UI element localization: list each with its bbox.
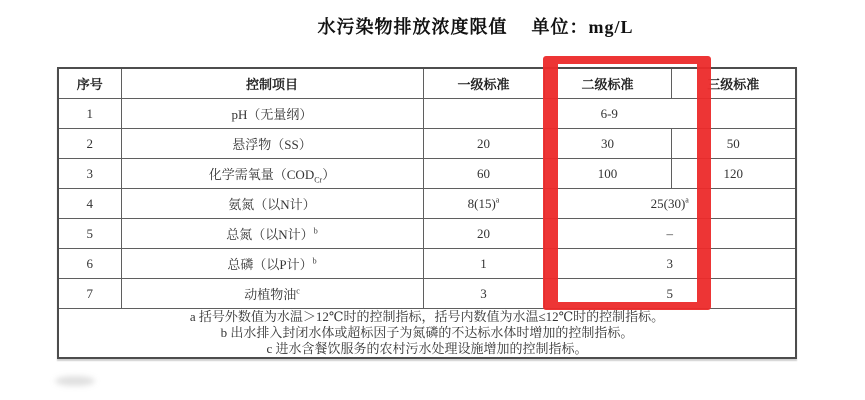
- row-value-all-levels: 6-9: [423, 99, 796, 129]
- table-row: [58, 129, 796, 159]
- table-row: [58, 99, 796, 129]
- row-no: 3: [58, 159, 121, 189]
- footnote-ref-b: b: [313, 226, 318, 236]
- table-row: [58, 249, 796, 279]
- footnote-ref-a: a: [495, 195, 500, 205]
- table-row: [58, 279, 796, 309]
- row-value-level2-3: 25(30)$^a$: [544, 189, 796, 219]
- table-row: [58, 189, 796, 219]
- footnote-c: c 进水含餐饮服务的农村污水处理设施增加的控制指标。: [266, 341, 588, 356]
- row-value-level1: 8(15)$^a$: [423, 189, 544, 219]
- row-value-level2: 30: [544, 129, 671, 159]
- row-no: 2: [58, 129, 121, 159]
- row-item: 化学需氧量$(COD_{Cr})$: [121, 159, 423, 189]
- header-cell-level1: 一级标准: [423, 68, 544, 99]
- page-title: [0, 13, 865, 39]
- row-no: 1: [58, 99, 121, 129]
- header-cell-level2: 二级标准: [544, 68, 671, 99]
- header-cell-item: 控制项目: [121, 68, 423, 99]
- row-value-level1: 60: [423, 159, 544, 189]
- title-text: 水污染物排放浓度限值: [317, 17, 508, 37]
- row-value-level1: 20: [423, 219, 544, 249]
- row-item: 总氮（以N计）$^b$: [121, 219, 423, 249]
- footnote-a: a 括号外数值为水温＞12℃时的控制指标，括号内数值为水温≤12℃时的控制指标。: [189, 309, 665, 324]
- cod-subscript: Cr: [314, 175, 323, 185]
- row-value-level2-3: –: [544, 219, 796, 249]
- row-value-level1: 3: [423, 279, 544, 309]
- footnote-ref-b: b: [312, 256, 317, 266]
- table-row: [58, 219, 796, 249]
- footnotes-row: [58, 309, 796, 359]
- row-no: 6: [58, 249, 121, 279]
- row-value-level1: 1: [423, 249, 544, 279]
- row-no: 5: [58, 219, 121, 249]
- header-cell-level3: 三级标准: [671, 68, 796, 99]
- row-value-level2: 100: [544, 159, 671, 189]
- footnote-ref-a: a: [685, 195, 689, 205]
- footnote-b: b 出水排入封闭水体或超标因子为氮磷的不达标水体时增加的控制指标。: [220, 325, 634, 340]
- row-item: 总磷（以P计）$^b$: [121, 249, 423, 279]
- row-item: pH（无量纲）: [121, 99, 423, 129]
- row-no: 7: [58, 279, 121, 309]
- title-unit: 单位：mg/L: [531, 17, 634, 37]
- table-row: [58, 159, 796, 189]
- row-value-level1: 20: [423, 129, 544, 159]
- row-value-level2-3: 3: [544, 249, 796, 279]
- row-item: 悬浮物（SS）: [121, 129, 423, 159]
- header-cell-no: 序号: [58, 68, 121, 99]
- scan-smudge: [55, 376, 95, 386]
- row-value-level2-3: 5: [544, 279, 796, 309]
- footnote-ref-c: c: [296, 286, 300, 296]
- standards-table: [57, 67, 797, 359]
- footnotes-cell: [58, 309, 796, 359]
- row-item: 动植物油$^c$: [121, 279, 423, 309]
- row-value-level3: 50: [671, 129, 796, 159]
- row-value-level3: 120: [671, 159, 796, 189]
- row-item: 氨氮（以N计）: [121, 189, 423, 219]
- header-row: [58, 68, 796, 99]
- row-no: 4: [58, 189, 121, 219]
